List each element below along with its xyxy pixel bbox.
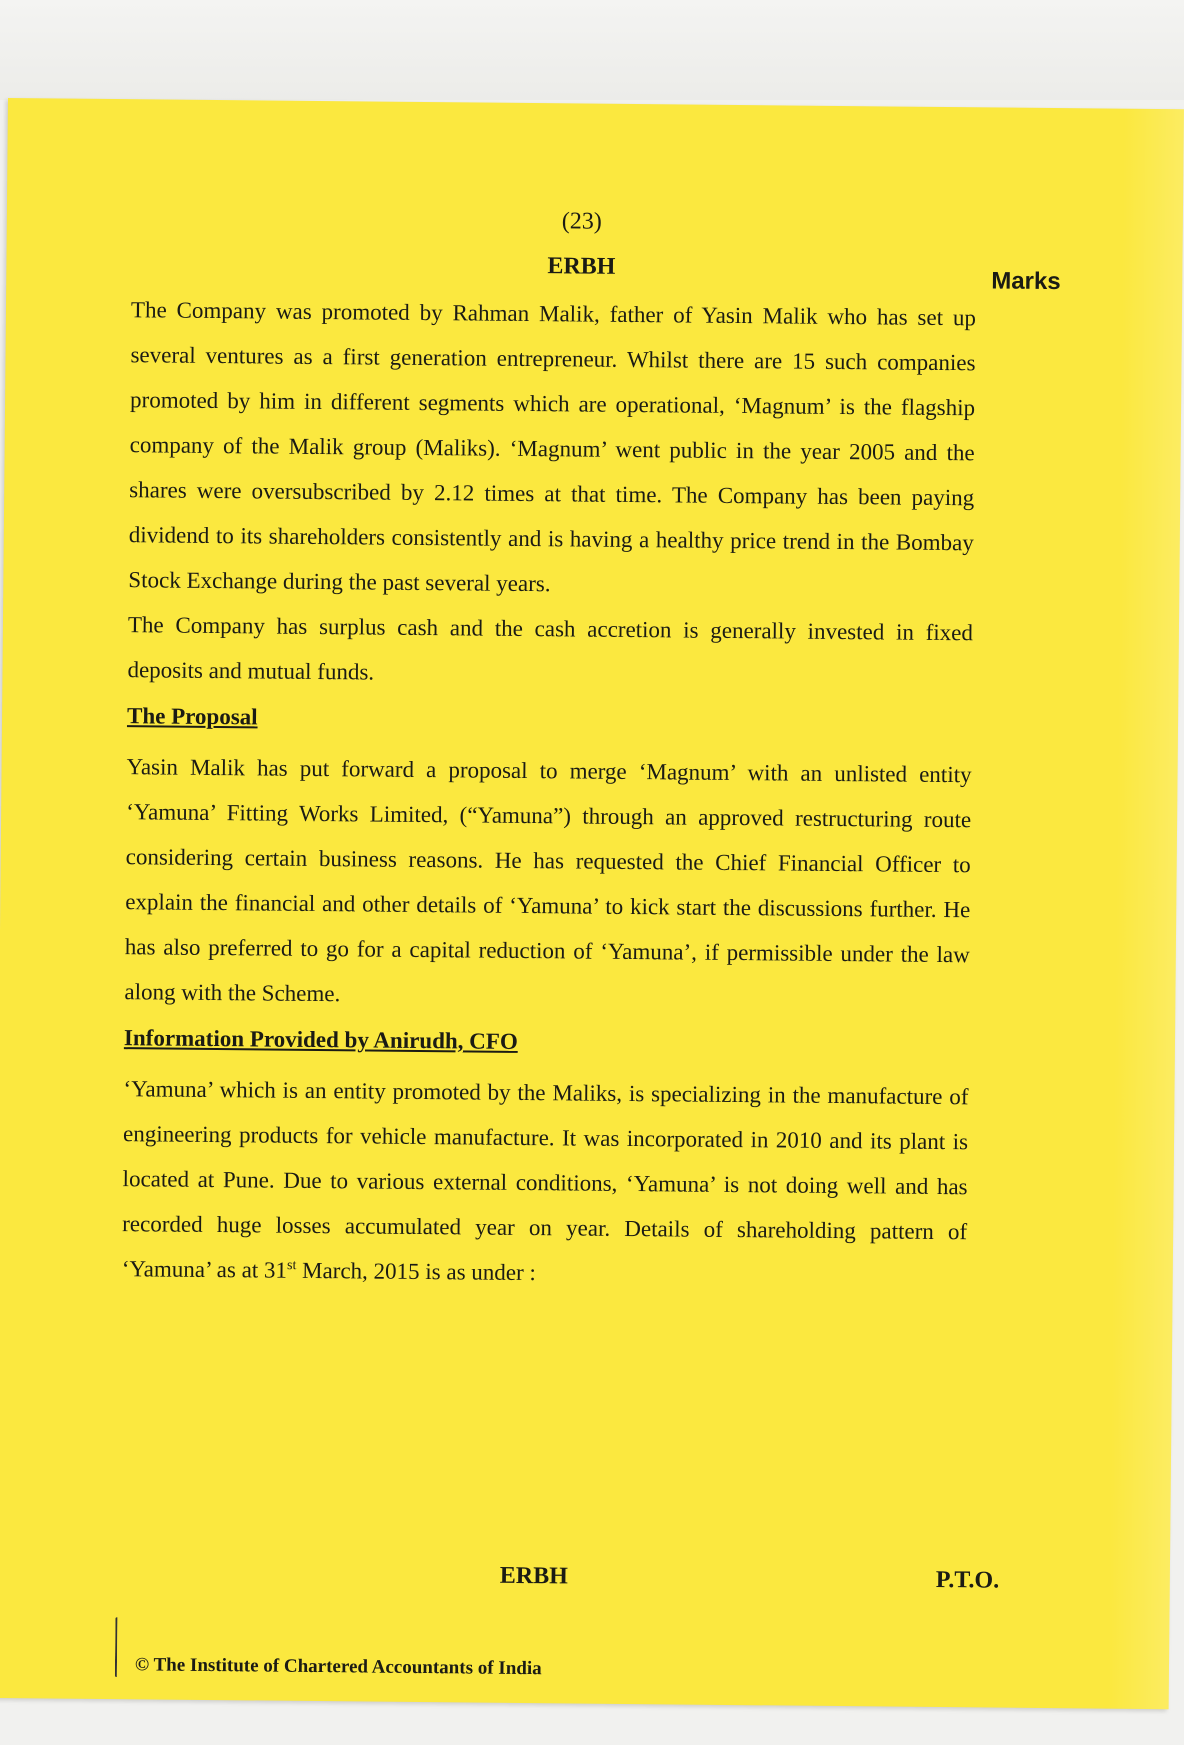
question-body xyxy=(122,287,977,1299)
page-number: (23) xyxy=(561,208,602,235)
paper-edge-shade xyxy=(1109,109,1184,1710)
marks-column-label: Marks xyxy=(991,267,1061,296)
heading-the-proposal: The Proposal xyxy=(126,703,258,730)
paragraph-yamuna-details xyxy=(122,1066,969,1299)
pto-label: P.T.O. xyxy=(935,1566,1000,1594)
paragraph-company-background: The Company was promoted by Rahman Malik, father of Yasin Malik who has set up several ventures as a first generation entrepreneur. Whilst there are 15 such companies promoted by him in different segments which are operational, ‘Magnum’ is the flagship company of the Malik group (Maliks). ‘Magnum’ went public in the year 2005 and the shares were oversubscribed by 2.12 times at that time. The Company has been paying dividend to its shareholders consistently and is having a healthy price trend in the Bombay Stock Exchange during the past several years. xyxy=(128,297,977,597)
copyright-notice: © The Institute of Chartered Accountants of India xyxy=(134,1654,542,1680)
paragraph-proposal: Yasin Malik has put forward a proposal to merge ‘Magnum’ with an unlisted entity ‘Yamuna’ Fitting Works Limited, (“Yamuna”) through an approved restructuring route considering certain business reasons. He has requested the Chief Financial Officer to explain the financial and other details of ‘Yamuna’ to kick start the discussions further. He has also preferred to go for a capital reduction of ‘Yamuna’, if permissible under the law along with the Scheme. xyxy=(124,754,972,1007)
date-ordinal-suffix: st xyxy=(286,1258,297,1274)
heading-cfo-information: Information Provided by Anirudh, CFO xyxy=(123,1025,518,1054)
paragraph-yamuna-text: ‘Yamuna’ which is an entity promoted by the Maliks, is specializing in the manufacture of engineering products for vehicle manufacture. It was incorporated in 2010 and its plant is located at Pune. Due to various external conditions, ‘Yamuna’ is not doing well and has recorded huge losses accumulated year on year. Details of shareholding pattern of ‘Yamuna’ as at xyxy=(121,1076,969,1283)
scan-background xyxy=(0,0,1184,100)
date-rest: March, 2015 is as under : xyxy=(296,1257,536,1286)
binder-mark xyxy=(115,1617,122,1677)
date-day: 31 xyxy=(263,1257,288,1283)
exam-page xyxy=(0,98,1184,1709)
paragraph-surplus-cash: The Company has surplus cash and the cash accretion is generally invested in fixed deposits and mutual funds. xyxy=(127,612,974,685)
footer-paper-code: ERBH xyxy=(499,1562,568,1590)
header-paper-code: ERBH xyxy=(547,253,616,280)
